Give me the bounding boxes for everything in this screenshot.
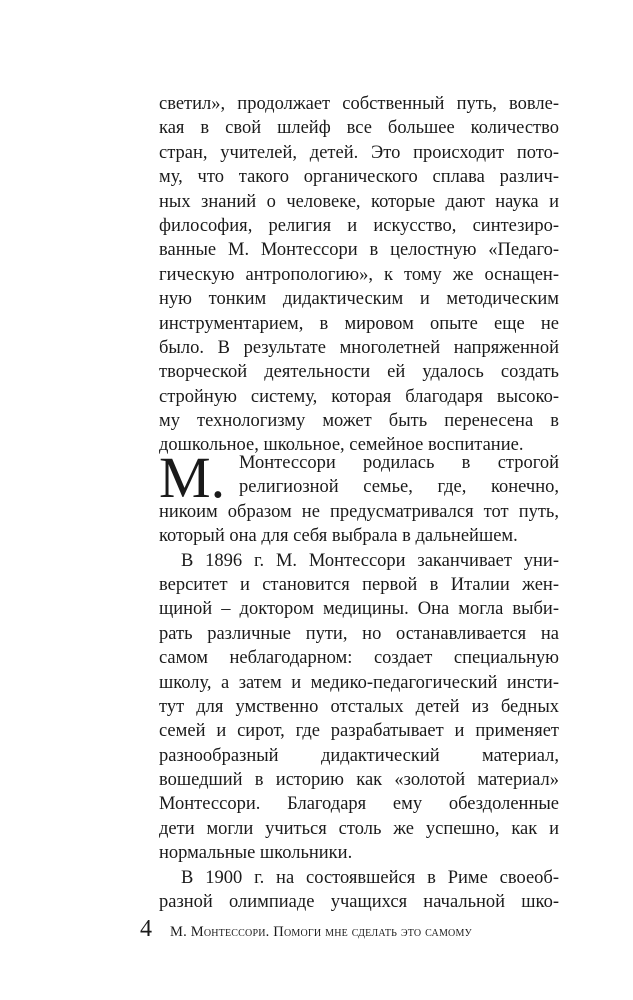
text-line: нормальные школьники. (159, 843, 353, 864)
running-title: М. Монтессори. Помоги мне сделать это самому (170, 924, 472, 940)
text-line: светил», продолжает собственный путь, вовле- (159, 94, 559, 114)
text-line: стран, учителей, детей. Это происходит пото- (159, 142, 559, 163)
text-line: дети могли учиться столь же успешно, как и (159, 818, 559, 839)
text-line: семей и сирот, где разрабатывает и применяет (159, 721, 559, 742)
text-line: Монтессори. Благодаря ему обездоленные (159, 794, 559, 815)
text-line: инструментарием, в мировом опыте еще не (159, 313, 559, 334)
text-line: Монтессори родилась в строгой (239, 453, 559, 473)
text-line: дошкольное, школьное, семейное воспитание. (159, 435, 524, 456)
drop-cap: М. (159, 445, 226, 510)
text-line: му, что такого органического сплава различ- (159, 167, 559, 188)
text-line: школу, а затем и медико-педагогический инсти- (159, 672, 559, 693)
text-line: верситет и становится первой в Италии жен- (159, 574, 559, 595)
text-line: самом неблагодарном: создает специальную (159, 648, 559, 669)
text-line: В 1896 г. М. Монтессори заканчивает уни- (181, 550, 559, 571)
text-line: разной олимпиаде учащихся начальной шко- (159, 892, 559, 913)
text-line: ную тонким дидактическим и методическим (159, 289, 559, 310)
paragraph-1 (159, 92, 559, 458)
text-line: гическую антропологию», к тому же оснащен- (159, 264, 559, 285)
text-line: му технологизму может быть перенесена в (159, 411, 559, 432)
text-line: никоим образом не предусматривался тот путь, (159, 501, 559, 522)
text-line: разнообразный дидактический материал, (159, 745, 559, 766)
text-line: ных знаний о человеке, которые дают наука и (159, 191, 559, 212)
text-line: философия, религия и искусство, синтезиро- (159, 215, 559, 236)
page-footer (140, 916, 472, 946)
text-line: религиозной семье, где, конечно, (239, 477, 559, 498)
text-line: вошедший в историю как «золотой материал» (159, 770, 559, 791)
text-line: рать различные пути, но останавливается на (159, 623, 559, 644)
text-line: который она для себя выбрала в дальнейшем. (159, 526, 518, 547)
text-line: В 1900 г. на состоявшейся в Риме своеоб- (181, 867, 559, 888)
text-line: стройную систему, которая благодаря высоко- (159, 386, 559, 407)
text-line: щиной – доктором медицины. Она могла выби- (159, 599, 559, 620)
text-line: кая в свой шлейф все большее количество (159, 118, 559, 139)
text-line: тут для умственно отсталых детей из бедных (159, 696, 559, 717)
text-line: ванные М. Монтессори в целостную «Педаго- (159, 240, 559, 261)
text-line: было. В результате многолетней напряженной (159, 337, 559, 358)
text-line: творческой деятельности ей удалось создать (159, 362, 559, 383)
page-number: 4 (140, 916, 152, 942)
